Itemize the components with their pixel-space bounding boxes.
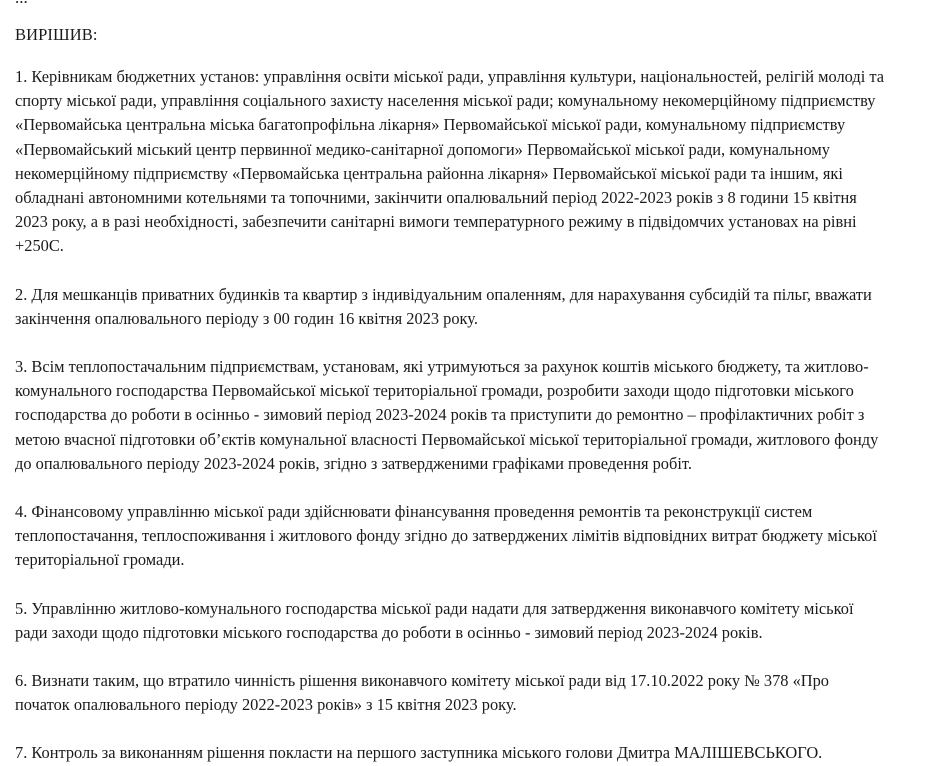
paragraph-5 [15,597,945,645]
paragraph-line: 2. Для мешканців приватних будинків та квартир з індивідуальним опаленням, для нарахування субсидій та пільг, вважати [15,284,872,304]
cropped-text-strip [15,0,945,6]
paragraph-line: 1. Керівникам бюджетних установ: управління освіти міської ради, управління культури, національностей, релігій молоді та [15,67,885,86]
paragraph-7 [15,741,945,765]
paragraph-line: до опалювального періоду 2023-2024 років, згідно з затвердженими графіками проведення робіт. [15,453,692,473]
paragraph-line: територіальної громади. [15,550,185,570]
paragraph-1 [15,65,945,259]
paragraph-line: початок опалювального періоду 2022-2023 років» з 15 квітня 2023 року. [15,695,517,715]
paragraph-line: закінчення опалювального періоду з 00 годин 16 квітня 2023 року. [15,308,478,328]
paragraph-line: 6. Визнати таким, що втратило чинність рішення виконавчого комітету міської ради від 17.10.2022 року № 378 «Про [15,671,830,691]
paragraph-line: ради заходи щодо підготовки міського господарства до роботи в осінньо - зимовий період 2023-2024 років. [15,622,763,642]
paragraph-line: 3. Всім теплопостачальним підприємствам, установам, які утримуються за рахунок коштів міського бюджету, та житлово- [15,357,869,377]
paragraph-line: метою вчасної підготовки об’єктів комунальної власності Первомайської міської територіальної громади, житлового фонду [15,429,879,449]
paragraph-line: спорту міської ради, управління соціального захисту населення міської ради; комунальному некомерційному підприємству [15,91,876,111]
paragraph-line: некомерційному підприємству «Первомайська центральна районна лікарня» Первомайської міської ради та іншим, які [15,163,843,183]
paragraph-line: господарства до роботи в осінньо - зимовий період 2023-2024 років та приступити до ремонтно – профілактичних робіт з [15,405,865,425]
decision-heading: ВИРІШИВ: [15,25,98,44]
paragraph-line: +250С. [15,236,64,256]
paragraph-4 [15,500,945,573]
paragraph-2 [15,283,945,331]
paragraph-line: 5. Управлінню житлово-комунального господарства міської ради надати для затвердження виконавчого комітету міської [15,598,854,618]
paragraph-line: «Первомайська центральна міська багатопрофільна лікарня» Первомайської міської ради, комунальному підприємству [15,115,846,135]
paragraph-line: «Первомайський міський центр первинної медико-санітарної допомоги» Первомайської міської ради, комунальному [15,139,830,159]
paragraph-line: теплопостачання, теплоспоживання і житлового фонду згідно до затверджених лімітів відповідних витрат бюджету міської [15,526,877,546]
document-page [15,0,945,766]
paragraph-line: комунального господарства Первомайської міської територіальної громади, розробити заходи щодо підготовки міського [15,381,854,401]
paragraph-6 [15,669,945,717]
paragraph-line: 2023 року, а в разі необхідності, забезпечити санітарні вимоги температурного режиму в підвідомчих установах на рівні [15,212,857,232]
paragraph-line: обладнані автономними котельнями та топочними, закінчити опалювальний період 2022-2023 років з 8 години 15 квітня [15,188,857,208]
paragraph-3 [15,355,945,476]
cropped-text [15,0,28,6]
paragraph-line: 7. Контроль за виконанням рішення покласти на першого заступника міського голови Дмитра МАЛІШЕВСЬКОГО. [15,743,823,763]
paragraph-line: 4. Фінансовому управлінню міської ради здійснювати фінансування проведення ремонтів та реконструкції систем [15,502,813,522]
